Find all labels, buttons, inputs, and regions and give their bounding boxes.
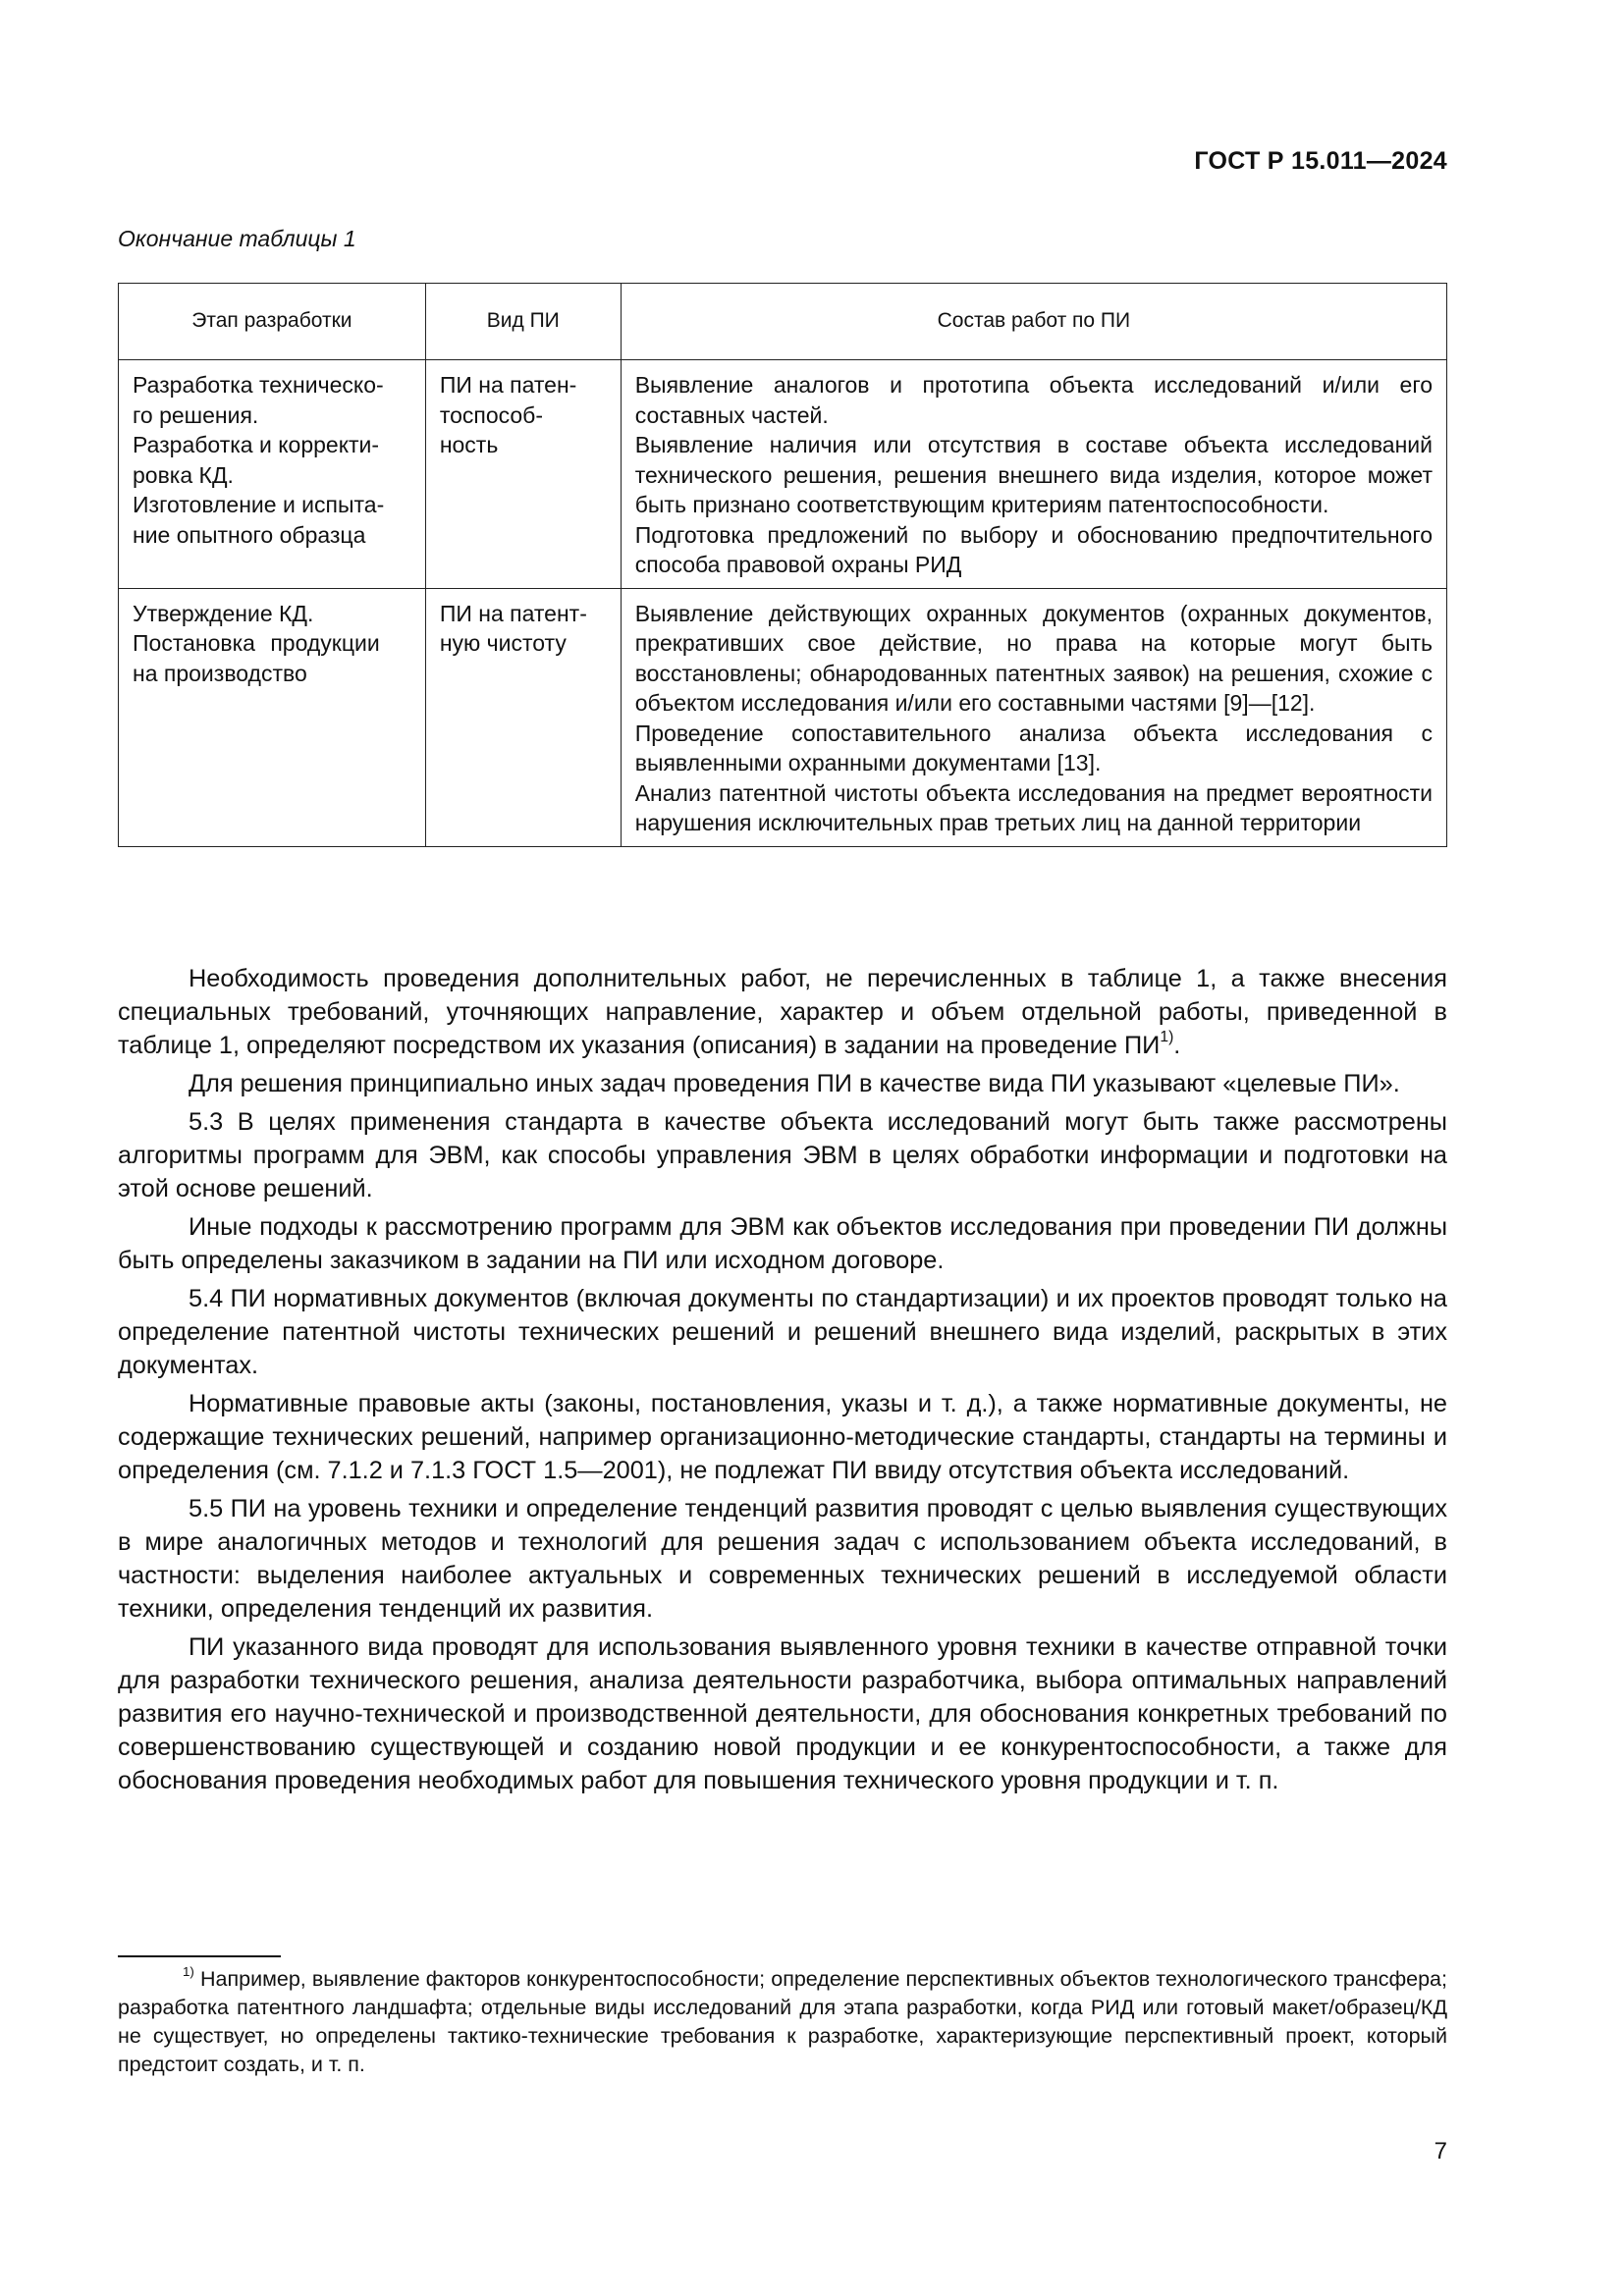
page-number: 7 — [1434, 2138, 1447, 2164]
type-line: ность — [439, 432, 499, 457]
paragraph: Иные подходы к рассмотрению программ для ЭВМ как объектов исследования при проведении ПИ должны быть определены заказчиком в задании на ПИ или исходном договоре. — [118, 1213, 1447, 1274]
type-line: тоспособ- — [439, 401, 544, 428]
paragraph: 5.4 ПИ нормативных документов (включая документы по стандартизации) и их проектов проводят только на определение патентной чистоты технических решений и решений внешнего вида изделий, раскрытых в этих документах. — [118, 1285, 1447, 1379]
table-header-row — [119, 284, 1447, 360]
stage-line: Постановка продукции — [133, 630, 380, 656]
works-cell — [621, 360, 1446, 589]
stage-line: ровка КД. — [133, 461, 234, 488]
body-text — [118, 962, 1447, 1802]
works-item: Выявление аналогов и прототипа объекта исследований и/или его составных частей. — [634, 372, 1433, 428]
column-header-works: Состав работ по ПИ — [621, 284, 1446, 360]
works-table — [118, 283, 1447, 847]
stage-line: Разработка и корректи- — [133, 432, 380, 457]
paragraph: Для решения принципиально иных задач проведения ПИ в качестве вида ПИ указывают «целевые ПИ». — [189, 1070, 1400, 1097]
works-item: Проведение сопоставительного анализа объекта исследования с выявленными охранными документами [13]. — [634, 720, 1433, 775]
paragraph-text: Необходимость проведения дополнительных работ, не перечисленных в таблице 1, а также внесения специальных требований, уточняющих направление, характер и объем отдельной работы, приведенной в таблице 1, определяют посредством их указания (описания) в задании на проведение ПИ — [118, 965, 1447, 1059]
works-item: Подготовка предложений по выбору и обоснованию предпочтительного способа правовой охраны РИД — [634, 521, 1433, 577]
stage-line: Изготовление и испыта- — [133, 492, 385, 517]
works-cell — [621, 588, 1446, 846]
stage-line: Разработка техническо- — [133, 372, 384, 398]
paragraph-end: . — [1173, 1032, 1181, 1059]
works-item: Анализ патентной чистоты объекта исследования на предмет вероятности нарушения исключительных прав третьих лиц на данной территории — [634, 779, 1433, 835]
stage-line: Утверждение КД. — [133, 600, 314, 626]
type-cell — [425, 588, 621, 846]
footnote-mark: 1) — [183, 1963, 194, 1979]
table-row — [119, 588, 1447, 846]
paragraph: Нормативные правовые акты (законы, постановления, указы и т. д.), а также нормативные документы, не содержащие технических решений, например организационно-методические стандарты, стандарты на термины и определения (см. 7.1.2 и 7.1.3 ГОСТ 1.5—2001), не подлежат ПИ ввиду отсутствия объекта исследований. — [118, 1390, 1447, 1484]
footnote-divider — [118, 1955, 281, 1957]
works-item: Выявление действующих охранных документов (охранных документов, прекративших свое действие, но права на которые могут быть восстановлены; обнародованных патентных заявок) на решения, схожие с объектом исследования и/или его составными частями [9]—[12]. — [634, 600, 1433, 716]
paragraph: 5.3 В целях применения стандарта в качестве объекта исследований могут быть также рассмотрены алгоритмы программ для ЭВМ, как способы управления ЭВМ в целях обработки информации и подготовки на этой основе решений. — [118, 1108, 1447, 1202]
table-row — [119, 360, 1447, 589]
paragraph: ПИ указанного вида проводят для использования выявленного уровня техники в качестве отправной точки для разработки технического решения, анализа деятельности разработчика, выбора оптимальных направлений развития его научно-технической и производственной деятельности, для обоснования конкретных требований по совершенствованию существующей и созданию новой продукции и ее конкурентоспособности, а также для обоснования проведения необходимых работ для повышения технического уровня продукции и т. п. — [118, 1633, 1447, 1794]
type-line: ПИ на патен- — [439, 372, 577, 398]
stage-cell — [119, 588, 426, 846]
type-cell — [425, 360, 621, 589]
footnote-reference: 1) — [1160, 1029, 1174, 1046]
document-code: ГОСТ Р 15.011—2024 — [1194, 147, 1447, 175]
type-line: ПИ на патент- — [439, 600, 587, 626]
column-header-stage: Этап разработки — [119, 284, 426, 360]
stage-line: го решения. — [133, 401, 259, 428]
works-item: Выявление наличия или отсутствия в составе объекта исследований технического решения, решения внешнего вида изделия, которое может быть признано соответствующим критериям патентоспособности. — [634, 432, 1433, 517]
stage-cell — [119, 360, 426, 589]
footnote-text: Например, выявление факторов конкурентоспособности; определение перспективных объектов технологического трансфера; разработка патентного ландшафта; отдельные виды исследований для этапа разработки, когда РИД или готовый макет/образец/КД не существует, но определены тактико-технические требования к разработке, характеризующие перспективный проект, который предстоит создать, и т. п. — [118, 1967, 1447, 2076]
stage-line: ние опытного образца — [133, 521, 366, 548]
type-line: ную чистоту — [439, 630, 567, 656]
paragraph — [118, 962, 1447, 1062]
paragraph: 5.5 ПИ на уровень техники и определение тенденций развития проводят с целью выявления существующих в мире аналогичных методов и технологий для решения задач с использованием объекта исследований, в частности: выделения наиболее актуальных и современных технических решений в исследуемой области техники, определения тенденций их развития. — [118, 1495, 1447, 1623]
footnote — [118, 1965, 1447, 2079]
stage-line: на производство — [133, 660, 307, 686]
table-caption: Окончание таблицы 1 — [118, 226, 356, 251]
column-header-type: Вид ПИ — [425, 284, 621, 360]
